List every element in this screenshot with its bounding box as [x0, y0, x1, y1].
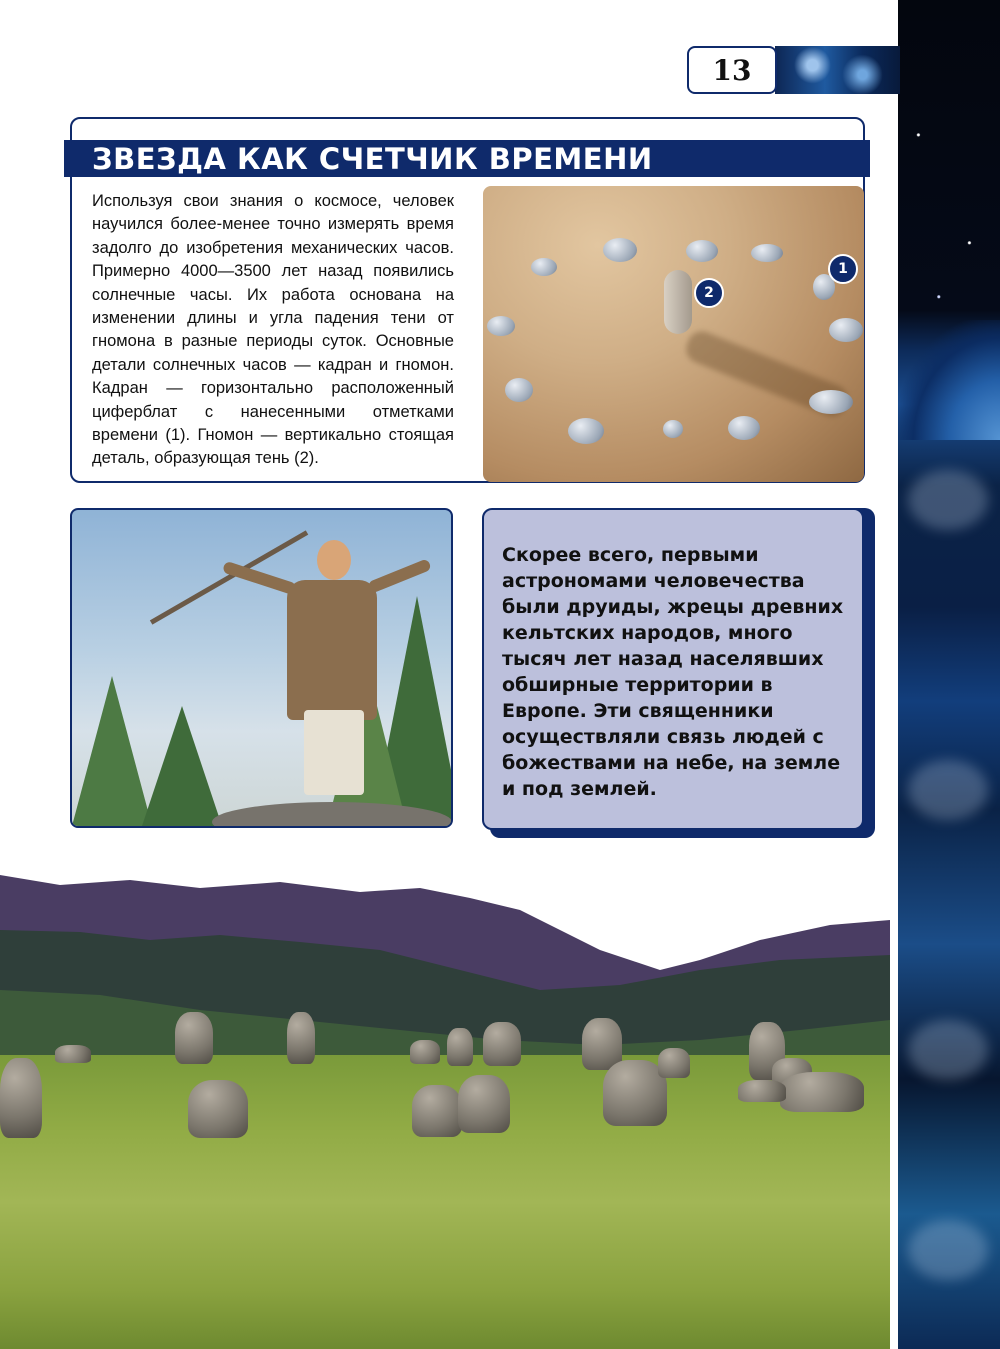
wooden-staff: [150, 530, 308, 624]
hour-stone: [829, 318, 863, 342]
callout-text: Скорее всего, первыми астрономами человечества были друиды, жрецы древних кельтских народов, много тысяч лет назад населявших обширные территории в Европе. Эти священники осуществляли связь людей с божествами на небе, на земле и под землей.: [502, 544, 844, 800]
hour-stone: [809, 390, 853, 414]
standing-stone: [410, 1040, 440, 1064]
standing-stone: [447, 1028, 473, 1066]
sundial-photo: [483, 186, 864, 482]
standing-stone: [658, 1048, 690, 1078]
standing-stone: [458, 1075, 510, 1133]
standing-stone: [55, 1045, 91, 1063]
standing-stone: [287, 1012, 315, 1064]
standing-stone: [738, 1080, 786, 1102]
section-title-bar: [64, 140, 870, 177]
earth-arc-image: [898, 320, 1000, 440]
hour-stone: [568, 418, 604, 444]
druid-arm: [367, 558, 432, 593]
hour-stone: [603, 238, 637, 262]
tree-shape: [72, 676, 152, 826]
page-number: 13: [687, 46, 777, 94]
cloud-texture: [908, 470, 988, 530]
hour-stone: [751, 244, 783, 262]
marker-2-badge: 2: [694, 278, 724, 308]
standing-stone: [412, 1085, 462, 1137]
hour-stone: [728, 416, 760, 440]
section-title: ЗВЕЗДА КАК СЧЕТЧИК ВРЕМЕНИ: [92, 142, 653, 176]
hour-stone: [531, 258, 557, 276]
druid-trousers: [304, 710, 364, 795]
hour-stone: [505, 378, 533, 402]
druid-photo: [70, 508, 453, 828]
space-background-strip: [898, 0, 1000, 1349]
gnomon-stick: [664, 270, 692, 334]
druid-cloak: [287, 580, 377, 720]
standing-stone: [0, 1058, 42, 1138]
druid-head: [317, 540, 351, 580]
standing-stone: [483, 1022, 521, 1066]
tree-shape: [142, 706, 222, 826]
hour-stone: [487, 316, 515, 336]
intro-paragraph: Используя свои знания о космосе, человек научился более-менее точно измерять время задолго до изобретения механических часов. Примерно 4000—3500 лет назад появились солнечные часы. Их работа основана на изменении длины и угла падения тени от гномона в разные периоды суток. Основные детали солнечных часов — кадран и гномон. Кадран — горизонтально расположенный циферблат с нанесенными отметками времени (1). Гномон — вертикально стоящая деталь, образующая тень (2).: [92, 192, 454, 468]
stone-circle-photo: [0, 870, 890, 1349]
page-header-band: [775, 46, 900, 94]
marker-1-badge: 1: [828, 254, 858, 284]
druid-arm: [222, 561, 297, 596]
standing-stone: [175, 1012, 213, 1064]
callout-box: [482, 508, 864, 830]
cloud-texture: [908, 760, 988, 820]
standing-stone: [188, 1080, 248, 1138]
cloud-texture: [908, 1220, 988, 1280]
hour-stone: [686, 240, 718, 262]
standing-stone: [780, 1072, 864, 1112]
cloud-texture: [908, 1020, 988, 1080]
hour-stone: [663, 420, 683, 438]
